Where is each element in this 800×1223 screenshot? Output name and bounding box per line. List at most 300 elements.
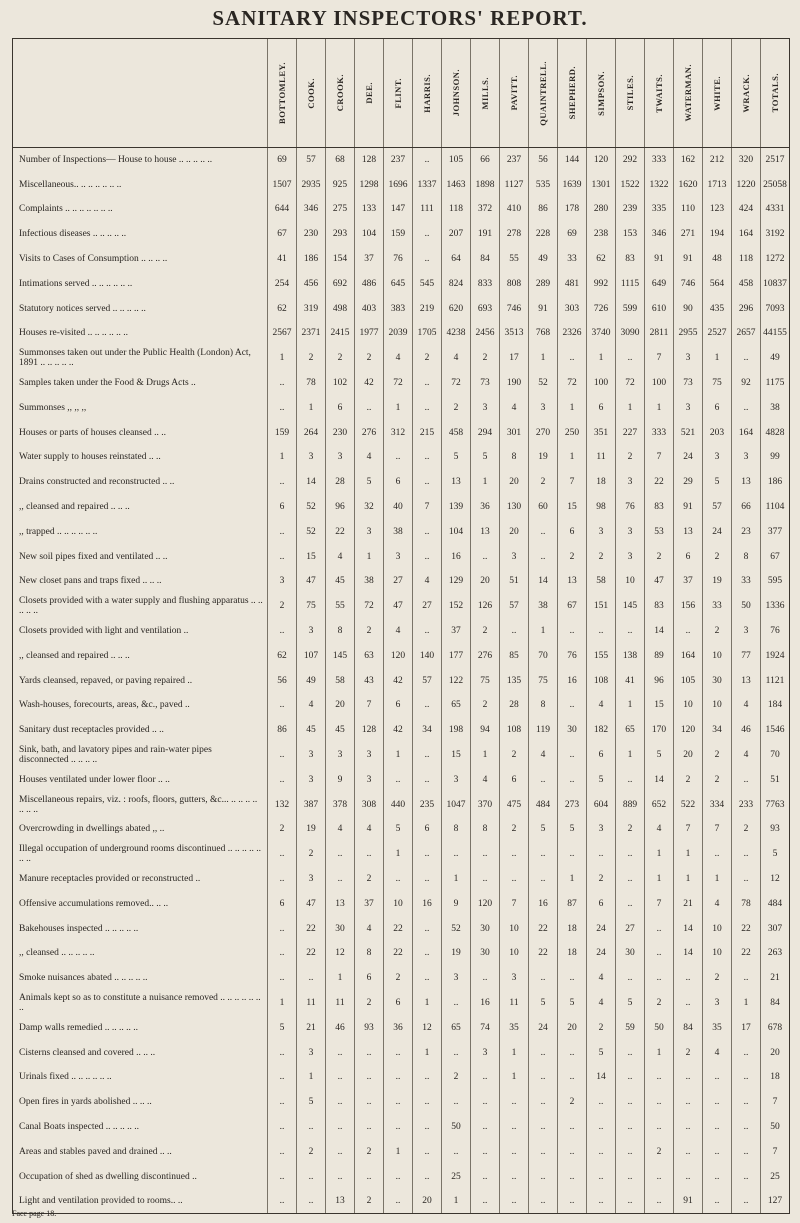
value-cell: 7 (413, 495, 442, 520)
value-cell: .. (471, 1139, 500, 1164)
column-header-label: WATERMAN. (683, 64, 693, 122)
value-cell: 50 (645, 1015, 674, 1040)
value-cell: 16 (442, 544, 471, 569)
table-row (13, 941, 790, 966)
table-row (13, 346, 790, 371)
value-cell: .. (529, 1115, 558, 1140)
value-cell: 3 (587, 519, 616, 544)
value-cell: 319 (297, 296, 326, 321)
value-cell: 91 (674, 1189, 703, 1214)
value-cell: .. (616, 767, 645, 792)
value-cell: 72 (355, 594, 384, 619)
value-cell: 239 (616, 197, 645, 222)
value-cell: 2955 (674, 321, 703, 346)
value-cell: 9 (442, 891, 471, 916)
value-cell: 458 (732, 271, 761, 296)
value-cell: 4 (355, 916, 384, 941)
table-row (13, 1164, 790, 1189)
value-cell: 1 (529, 346, 558, 371)
value-cell: 2 (268, 817, 297, 842)
row-total-cell: 7 (761, 1090, 790, 1115)
row-label: Houses or parts of houses cleansed .. .. (13, 420, 268, 445)
value-cell: .. (500, 1189, 529, 1214)
value-cell: 2 (587, 867, 616, 892)
value-cell: 2 (645, 1139, 674, 1164)
value-cell: 5 (587, 1040, 616, 1065)
value-cell: .. (529, 867, 558, 892)
value-cell: 6 (587, 743, 616, 768)
value-cell: 94 (471, 718, 500, 743)
value-cell: 65 (616, 718, 645, 743)
table-body (13, 148, 790, 1214)
value-cell: 133 (355, 197, 384, 222)
value-cell: 75 (297, 594, 326, 619)
value-cell: 22 (529, 941, 558, 966)
value-cell: 30 (326, 916, 355, 941)
value-cell: 2657 (732, 321, 761, 346)
value-cell: 3 (384, 544, 413, 569)
value-cell: .. (703, 1164, 732, 1189)
row-total-cell: 7763 (761, 792, 790, 817)
value-cell: 108 (500, 718, 529, 743)
row-label: Bakehouses inspected .. .. .. .. .. (13, 916, 268, 941)
value-cell: 7 (674, 817, 703, 842)
value-cell: 78 (732, 891, 761, 916)
value-cell: 62 (587, 247, 616, 272)
column-header (384, 39, 413, 148)
value-cell: 123 (703, 197, 732, 222)
value-cell: .. (413, 693, 442, 718)
value-cell: 67 (268, 222, 297, 247)
value-cell: 2456 (471, 321, 500, 346)
value-cell: .. (442, 1139, 471, 1164)
value-cell: 120 (587, 148, 616, 173)
value-cell: 294 (471, 420, 500, 445)
value-cell: 22 (384, 941, 413, 966)
value-cell: 320 (732, 148, 761, 173)
value-cell: 2 (471, 619, 500, 644)
column-header (355, 39, 384, 148)
row-label: Sink, bath, and lavatory pipes and rain-water pipes disconnected .. .. .. .. (13, 743, 268, 768)
row-total-cell: 99 (761, 445, 790, 470)
value-cell: 2039 (384, 321, 413, 346)
value-cell: 1 (587, 346, 616, 371)
column-header-label: COOK. (306, 77, 316, 109)
value-cell: 4 (384, 346, 413, 371)
value-cell: 34 (703, 718, 732, 743)
value-cell: 83 (645, 594, 674, 619)
value-cell: 17 (500, 346, 529, 371)
value-cell: .. (326, 1164, 355, 1189)
row-total-cell: 20 (761, 1040, 790, 1065)
value-cell: 5 (616, 991, 645, 1016)
value-cell: .. (471, 1189, 500, 1214)
value-cell: 1 (674, 842, 703, 867)
value-cell: 86 (268, 718, 297, 743)
value-cell: 22 (297, 941, 326, 966)
value-cell: 37 (355, 891, 384, 916)
value-cell: 645 (384, 271, 413, 296)
value-cell: .. (732, 767, 761, 792)
value-cell: 1463 (442, 172, 471, 197)
value-cell: .. (703, 1065, 732, 1090)
row-label: Summonses ,, ,, ,, (13, 395, 268, 420)
value-cell: 10 (703, 643, 732, 668)
value-cell: 203 (703, 420, 732, 445)
value-cell: 378 (326, 792, 355, 817)
value-cell: 1 (413, 991, 442, 1016)
value-cell: .. (732, 1189, 761, 1214)
value-cell: .. (732, 867, 761, 892)
value-cell: 52 (442, 916, 471, 941)
value-cell: .. (529, 519, 558, 544)
row-total-cell: 84 (761, 991, 790, 1016)
value-cell: 118 (732, 247, 761, 272)
value-cell: .. (442, 1040, 471, 1065)
value-cell: .. (703, 1189, 732, 1214)
value-cell: 89 (645, 643, 674, 668)
value-cell: 219 (413, 296, 442, 321)
value-cell: .. (442, 991, 471, 1016)
value-cell: 746 (500, 296, 529, 321)
row-total-cell: 76 (761, 619, 790, 644)
table-row (13, 395, 790, 420)
value-cell: .. (500, 842, 529, 867)
value-cell: .. (529, 767, 558, 792)
value-cell: .. (674, 966, 703, 991)
value-cell: .. (268, 842, 297, 867)
value-cell: 144 (558, 148, 587, 173)
value-cell: 76 (558, 643, 587, 668)
table-row (13, 148, 790, 173)
value-cell: .. (413, 395, 442, 420)
value-cell: .. (384, 1065, 413, 1090)
value-cell: 3 (616, 519, 645, 544)
value-cell: .. (500, 1164, 529, 1189)
value-cell: .. (732, 1139, 761, 1164)
value-cell: .. (384, 1164, 413, 1189)
value-cell: 46 (326, 1015, 355, 1040)
value-cell: 16 (471, 991, 500, 1016)
value-cell: 652 (645, 792, 674, 817)
value-cell: .. (326, 1139, 355, 1164)
value-cell: 335 (645, 197, 674, 222)
value-cell: 475 (500, 792, 529, 817)
value-cell: .. (384, 867, 413, 892)
value-cell: 228 (529, 222, 558, 247)
value-cell: 14 (645, 619, 674, 644)
row-total-cell: 18 (761, 1065, 790, 1090)
value-cell: 20 (558, 1015, 587, 1040)
value-cell: 96 (326, 495, 355, 520)
page-title: SANITARY INSPECTORS' REPORT. (212, 6, 588, 30)
value-cell: 1 (268, 346, 297, 371)
table-row (13, 693, 790, 718)
value-cell: 3 (732, 445, 761, 470)
value-cell: .. (268, 767, 297, 792)
value-cell: 3 (732, 619, 761, 644)
value-cell: 1 (268, 445, 297, 470)
row-label: Houses re-visited .. .. .. .. .. .. (13, 321, 268, 346)
value-cell: .. (268, 1065, 297, 1090)
value-cell: 435 (703, 296, 732, 321)
value-cell: 13 (442, 470, 471, 495)
column-header (297, 39, 326, 148)
value-cell: 85 (500, 643, 529, 668)
value-cell: 692 (326, 271, 355, 296)
value-cell: 346 (645, 222, 674, 247)
table-row (13, 172, 790, 197)
value-cell: 424 (732, 197, 761, 222)
value-cell: 333 (645, 148, 674, 173)
row-total-cell: 377 (761, 519, 790, 544)
column-header (326, 39, 355, 148)
value-cell: 10 (703, 916, 732, 941)
value-cell: 6 (326, 395, 355, 420)
row-label: Canal Boats inspected .. .. .. .. .. (13, 1115, 268, 1140)
value-cell: .. (355, 1164, 384, 1189)
value-cell: 1220 (732, 172, 761, 197)
value-cell: 126 (471, 594, 500, 619)
row-label: Drains constructed and reconstructed .. .. (13, 470, 268, 495)
value-cell: 1 (297, 1065, 326, 1090)
value-cell: 28 (326, 470, 355, 495)
value-cell: 76 (384, 247, 413, 272)
value-cell: 164 (674, 643, 703, 668)
value-cell: 20 (674, 743, 703, 768)
value-cell: .. (413, 1115, 442, 1140)
row-total-cell: 1272 (761, 247, 790, 272)
value-cell: 50 (442, 1115, 471, 1140)
column-header (587, 39, 616, 148)
value-cell: .. (297, 966, 326, 991)
value-cell: 2 (529, 470, 558, 495)
value-cell: 498 (326, 296, 355, 321)
value-cell: 237 (384, 148, 413, 173)
value-cell: 5 (558, 817, 587, 842)
value-cell: .. (500, 1115, 529, 1140)
value-cell: 32 (355, 495, 384, 520)
value-cell: 27 (616, 916, 645, 941)
value-cell: 47 (297, 891, 326, 916)
value-cell: 30 (703, 668, 732, 693)
value-cell: 535 (529, 172, 558, 197)
value-cell: 120 (471, 891, 500, 916)
value-cell: .. (645, 1189, 674, 1214)
value-cell: 403 (355, 296, 384, 321)
value-cell: .. (413, 941, 442, 966)
value-cell: 27 (384, 569, 413, 594)
value-cell: .. (732, 395, 761, 420)
table-row (13, 420, 790, 445)
value-cell: 280 (587, 197, 616, 222)
value-cell: 2 (471, 346, 500, 371)
value-cell: 1977 (355, 321, 384, 346)
row-label: ,, cleansed .. .. .. .. .. (13, 941, 268, 966)
value-cell: 77 (732, 643, 761, 668)
value-cell: 1322 (645, 172, 674, 197)
value-cell: .. (616, 1040, 645, 1065)
value-cell: 4 (355, 817, 384, 842)
row-label: Offensive accumulations removed.. .. .. (13, 891, 268, 916)
value-cell: .. (413, 519, 442, 544)
column-header-label: QUAINTRELL. (538, 60, 548, 126)
value-cell: 1298 (355, 172, 384, 197)
row-label: Water supply to houses reinstated .. .. (13, 445, 268, 470)
value-cell: .. (529, 842, 558, 867)
value-cell: 1 (384, 395, 413, 420)
row-total-cell: 184 (761, 693, 790, 718)
value-cell: .. (268, 966, 297, 991)
value-cell: 118 (442, 197, 471, 222)
value-cell: 1 (558, 395, 587, 420)
value-cell: 278 (500, 222, 529, 247)
value-cell: 3 (268, 569, 297, 594)
value-cell: 2 (355, 1139, 384, 1164)
value-cell: 1 (645, 867, 674, 892)
value-cell: .. (413, 842, 442, 867)
value-cell: 98 (587, 495, 616, 520)
row-total-cell: 7 (761, 1139, 790, 1164)
value-cell: .. (674, 1065, 703, 1090)
value-cell: 87 (558, 891, 587, 916)
value-cell: .. (384, 1040, 413, 1065)
value-cell: 2 (355, 1189, 384, 1214)
value-cell: .. (645, 966, 674, 991)
value-cell: 2 (297, 842, 326, 867)
value-cell: 2 (703, 966, 732, 991)
row-label: Illegal occupation of underground rooms discontinued .. .. .. .. .. .. .. (13, 842, 268, 867)
value-cell: 2 (616, 445, 645, 470)
value-cell: 22 (326, 519, 355, 544)
value-cell: 604 (587, 792, 616, 817)
value-cell: 5 (442, 445, 471, 470)
value-cell: 21 (297, 1015, 326, 1040)
value-cell: 4 (529, 743, 558, 768)
row-total-cell: 93 (761, 817, 790, 842)
value-cell: 20 (413, 1189, 442, 1214)
row-label: Wash-houses, forecourts, areas, &c., paved .. (13, 693, 268, 718)
value-cell: .. (413, 470, 442, 495)
value-cell: 2 (297, 1139, 326, 1164)
row-total-cell: 4331 (761, 197, 790, 222)
value-cell: 2 (355, 991, 384, 1016)
value-cell: 100 (645, 371, 674, 396)
value-cell: 5 (471, 445, 500, 470)
value-cell: 190 (500, 371, 529, 396)
value-cell: 7 (500, 891, 529, 916)
value-cell: 18 (587, 470, 616, 495)
value-cell: .. (558, 346, 587, 371)
value-cell: .. (529, 1164, 558, 1189)
value-cell: 212 (703, 148, 732, 173)
value-cell: .. (732, 966, 761, 991)
value-cell: 130 (500, 495, 529, 520)
value-cell: 346 (297, 197, 326, 222)
value-cell: 2 (442, 395, 471, 420)
value-cell: 55 (500, 247, 529, 272)
value-cell: 3 (674, 346, 703, 371)
value-cell: 4 (587, 966, 616, 991)
value-cell: .. (384, 1189, 413, 1214)
value-cell: 6 (558, 519, 587, 544)
value-cell: 3 (297, 619, 326, 644)
value-cell: .. (558, 1040, 587, 1065)
value-cell: 24 (674, 445, 703, 470)
value-cell: 2 (384, 966, 413, 991)
table-row (13, 817, 790, 842)
value-cell: 111 (413, 197, 442, 222)
table-row (13, 594, 790, 619)
value-cell: 52 (297, 519, 326, 544)
value-cell: 2 (674, 1040, 703, 1065)
value-cell: 16 (529, 891, 558, 916)
value-cell: 2 (674, 767, 703, 792)
value-cell: 3 (703, 445, 732, 470)
table-row (13, 495, 790, 520)
value-cell: 11 (587, 445, 616, 470)
value-cell: .. (326, 1115, 355, 1140)
value-cell: 164 (732, 420, 761, 445)
value-cell: 14 (297, 470, 326, 495)
value-cell: 66 (471, 148, 500, 173)
value-cell: 76 (616, 495, 645, 520)
value-cell: .. (674, 1090, 703, 1115)
value-cell: 3 (703, 991, 732, 1016)
value-cell: .. (268, 371, 297, 396)
value-cell: .. (355, 842, 384, 867)
value-cell: 3 (471, 395, 500, 420)
value-cell: 155 (587, 643, 616, 668)
value-cell: .. (268, 867, 297, 892)
value-cell: 1 (674, 867, 703, 892)
value-cell: 42 (384, 668, 413, 693)
value-cell: 8 (471, 817, 500, 842)
row-total-cell: 263 (761, 941, 790, 966)
value-cell: 78 (297, 371, 326, 396)
value-cell: 1 (558, 867, 587, 892)
value-cell: 15 (645, 693, 674, 718)
column-header-label: FLINT. (393, 77, 403, 109)
value-cell: .. (413, 1090, 442, 1115)
value-cell: 48 (703, 247, 732, 272)
value-cell: 6 (674, 544, 703, 569)
value-cell: 564 (703, 271, 732, 296)
footnote: Face page 18. (12, 1209, 57, 1218)
value-cell: .. (500, 1090, 529, 1115)
value-cell: 23 (732, 519, 761, 544)
value-cell: 11 (326, 991, 355, 1016)
value-cell: 1898 (471, 172, 500, 197)
value-cell: 1 (471, 470, 500, 495)
value-cell: 1 (529, 619, 558, 644)
value-cell: 1115 (616, 271, 645, 296)
value-cell: 20 (471, 569, 500, 594)
value-cell: .. (558, 693, 587, 718)
value-cell: 132 (268, 792, 297, 817)
value-cell: 481 (558, 271, 587, 296)
value-cell: 5 (645, 743, 674, 768)
value-cell: .. (674, 1164, 703, 1189)
column-header (558, 39, 587, 148)
row-total-cell: 1121 (761, 668, 790, 693)
table-row (13, 767, 790, 792)
value-cell: 93 (355, 1015, 384, 1040)
value-cell: 68 (326, 148, 355, 173)
value-cell: 2935 (297, 172, 326, 197)
value-cell: 128 (355, 148, 384, 173)
value-cell: .. (645, 1164, 674, 1189)
